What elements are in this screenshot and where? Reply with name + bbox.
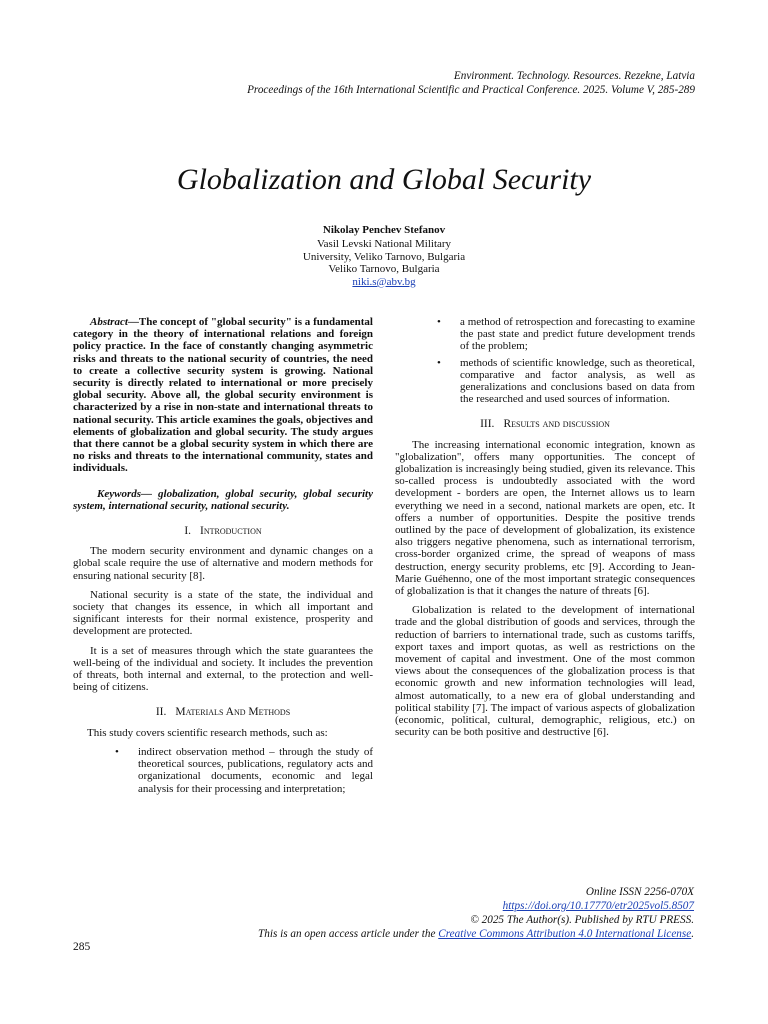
section-number: I.: [184, 525, 192, 538]
copyright-line: © 2025 The Author(s). Published by RTU PRESS.: [470, 914, 694, 926]
left-column: [73, 316, 373, 799]
methods-list-continued: [437, 316, 695, 405]
bullet-icon: •: [437, 356, 441, 369]
author-name: Nikolay Penchev Stefanov: [322, 224, 446, 236]
list-item: [437, 316, 695, 353]
methods-list: [115, 746, 373, 795]
license-suffix: .: [691, 928, 694, 940]
bullet-icon: •: [115, 745, 119, 758]
author-affiliation-3: Veliko Tarnovo, Bulgaria: [328, 263, 440, 276]
intro-paragraph-2: National security is a state of the state, the individual and society that changes its essence, in which all important and significant interests for their normal existence, prosperity and development are protected.: [73, 588, 373, 638]
list-item-text: a method of retrospection and forecasting to examine the past state and predict future development trends of the problem;: [460, 316, 695, 353]
proceedings-header-line: Proceedings of the 16th International Scientific and Practical Conference. 2025. Volume V, 285-289: [247, 84, 695, 96]
author-block: [234, 224, 534, 288]
list-item: [115, 746, 373, 795]
author-affiliation-1: Vasil Levski National Military: [316, 238, 452, 251]
license-line: [258, 927, 694, 941]
right-column: [395, 316, 695, 746]
list-item-text: indirect observation method – through the study of theoretical sources, publications, regulatory acts and organizational documents, economic and legal analysis for their processing and interpretation;: [138, 745, 373, 795]
author-affiliation-2: University, Veliko Tarnovo, Bulgaria: [302, 250, 466, 263]
intro-paragraph-1: The modern security environment and dynamic changes on a global scale require the use of alternative and modern methods for ensuring national security [8].: [73, 545, 373, 582]
section-heading-introduction: [73, 525, 373, 537]
list-item-text: methods of scientific knowledge, such as theoretical, comparative and factor analysis, as well as generalizations and conclusions based on data from the researched and used sources of information.: [460, 356, 695, 406]
list-item: [437, 357, 695, 406]
bullet-icon: •: [437, 316, 441, 328]
abstract-text: —The concept of "global security" is a fundamental category in the theory of international relations and foreign policy practice. In the face of constantly changing asymmetric risks and threats to the national security of countries, the need to create a collective security system is growing. National security is directly related to international or more precisely global security. Above all, the global security environment is characterized by a rise in non-state and international threats to national security. This article examines the goals, objectives and elements of globalization and global security. The study argues that there cannot be a global security system in which there are no risks and threats to the international community, states and individuals.: [73, 316, 373, 475]
license-prefix: This is an open access article under the: [258, 928, 439, 940]
issn-line: Online ISSN 2256-070X: [585, 886, 694, 898]
abstract: [73, 316, 373, 475]
results-paragraph-1: The increasing international economic integration, known as "globalization", offers many opportunities. The concept of globalization is increasingly being studied, given its relevance. This so-called process is undoubtedly associated with the word development - borders are open, the Internet allows us to learn everything we need in a second, national markets are open, etc. It offers a number of opportunities. Despite the positive trends outlined by the pace of development of globalization, its existence also triggers negative phenomena, such as international terrorism, cross-border organized crime, the spread of weapons of mass destruction, energy security problems, etc [9]. According to Jean-Marie Guéhenno, one of the most important strategic consequences of globalization is that it changes the nature of threats [6].: [395, 438, 695, 598]
paper-title: Globalization and Global Security: [176, 163, 592, 196]
results-paragraph-2: Globalization is related to the development of international trade and the global distribution of goods and services, through the reduction of barriers to international trade, such as customs tariffs, export taxes and import quotas, as well as restrictions on the movement of capital and investment. One of the most common views about the consequences of the globalization process is that economic growth and new information technologies will lead, almost automatically, to a new era of global understanding and political stability [7]. The impact of various aspects of globalization (economic, political, cultural, demographic, religious, etc.) on security can be both positive and destructive [6].: [395, 604, 695, 739]
section-title: Introduction: [200, 525, 262, 538]
license-link[interactable]: Creative Commons Attribution 4.0 International License: [438, 928, 692, 940]
abstract-label: Abstract: [90, 316, 128, 328]
methods-intro: This study covers scientific research methods, such as:: [87, 726, 328, 739]
journal-header-line: Environment. Technology. Resources. Rezekne, Latvia: [453, 70, 695, 82]
keywords: Keywords— globalization, global security, global security system, international security, national security.: [73, 487, 373, 512]
intro-paragraph-3: It is a set of measures through which the state guarantees the well-being of the individual and society. It includes the prevention of threats, both internal and external, to the protection and well-being of citizens.: [73, 644, 373, 694]
section-title: Materials And Methods: [175, 706, 291, 719]
section-heading-results: [395, 418, 695, 430]
author-email-link[interactable]: niki.s@abv.bg: [352, 275, 416, 288]
section-number: II.: [155, 706, 167, 719]
section-number: III.: [480, 418, 495, 431]
page-number: 285: [73, 941, 91, 953]
section-heading-methods: [73, 706, 373, 718]
section-title: Results and discussion: [503, 418, 610, 431]
doi-link[interactable]: https://doi.org/10.17770/etr2025vol5.8507: [502, 900, 694, 912]
